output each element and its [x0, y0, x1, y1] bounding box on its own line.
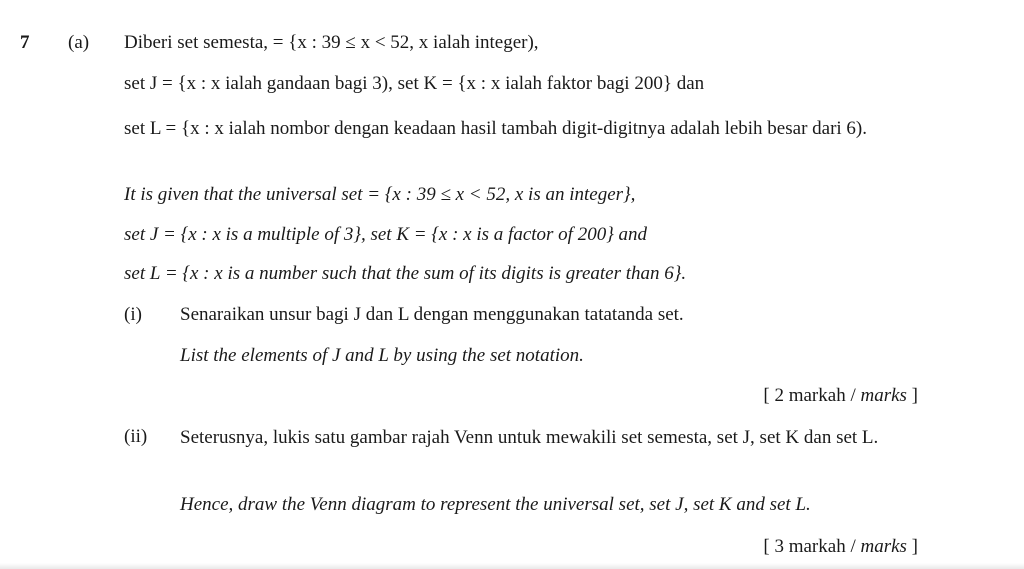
part-label: (a) — [68, 32, 90, 53]
subpart-ii-marks-en: marks — [860, 536, 907, 557]
malay-line-2: set J = {x : x ialah gandaan bagi 3), set K = {x : x ialah faktor bagi 200} dan — [124, 73, 705, 94]
subpart-ii-marks — [763, 536, 918, 558]
subpart-i-malay: Senaraikan unsur bagi J dan L dengan menggunakan tatatanda set. — [180, 304, 684, 325]
subpart-ii-marks-prefix: [ 3 markah / — [763, 536, 861, 557]
question-number: 7 — [20, 32, 30, 53]
subpart-i-marks-prefix: [ 2 markah / — [763, 385, 861, 406]
subpart-ii-label: (ii) — [124, 426, 148, 447]
subpart-i-marks-en: marks — [860, 385, 907, 406]
english-line-3: set L = {x : x is a number such that the sum of its digits is greater than 6}. — [124, 263, 687, 284]
subpart-ii-english: Hence, draw the Venn diagram to represent the universal set, set J, set K and set L. — [180, 494, 811, 515]
subpart-i-english: List the elements of J and L by using the set notation. — [180, 345, 584, 366]
subpart-ii-marks-suffix: ] — [906, 536, 918, 557]
subpart-i-marks-suffix: ] — [906, 385, 918, 406]
malay-line-3: set L = {x : x ialah nombor dengan keadaan hasil tambah digit-digitnya adalah lebih besar dari 6). — [124, 118, 868, 139]
english-line-1: It is given that the universal set = {x : 39 ≤ x < 52, x is an integer}, — [124, 184, 636, 205]
subpart-i-label: (i) — [124, 304, 142, 325]
subpart-ii-malay: Seterusnya, lukis satu gambar rajah Venn untuk mewakili set semesta, set J, set K dan set L. — [180, 427, 879, 448]
page-bottom-edge — [0, 563, 1024, 569]
english-line-2: set J = {x : x is a multiple of 3}, set K = {x : x is a factor of 200} and — [124, 224, 648, 245]
subpart-i-marks — [763, 385, 918, 407]
malay-line-1: Diberi set semesta, = {x : 39 ≤ x < 52, x ialah integer), — [124, 32, 539, 53]
